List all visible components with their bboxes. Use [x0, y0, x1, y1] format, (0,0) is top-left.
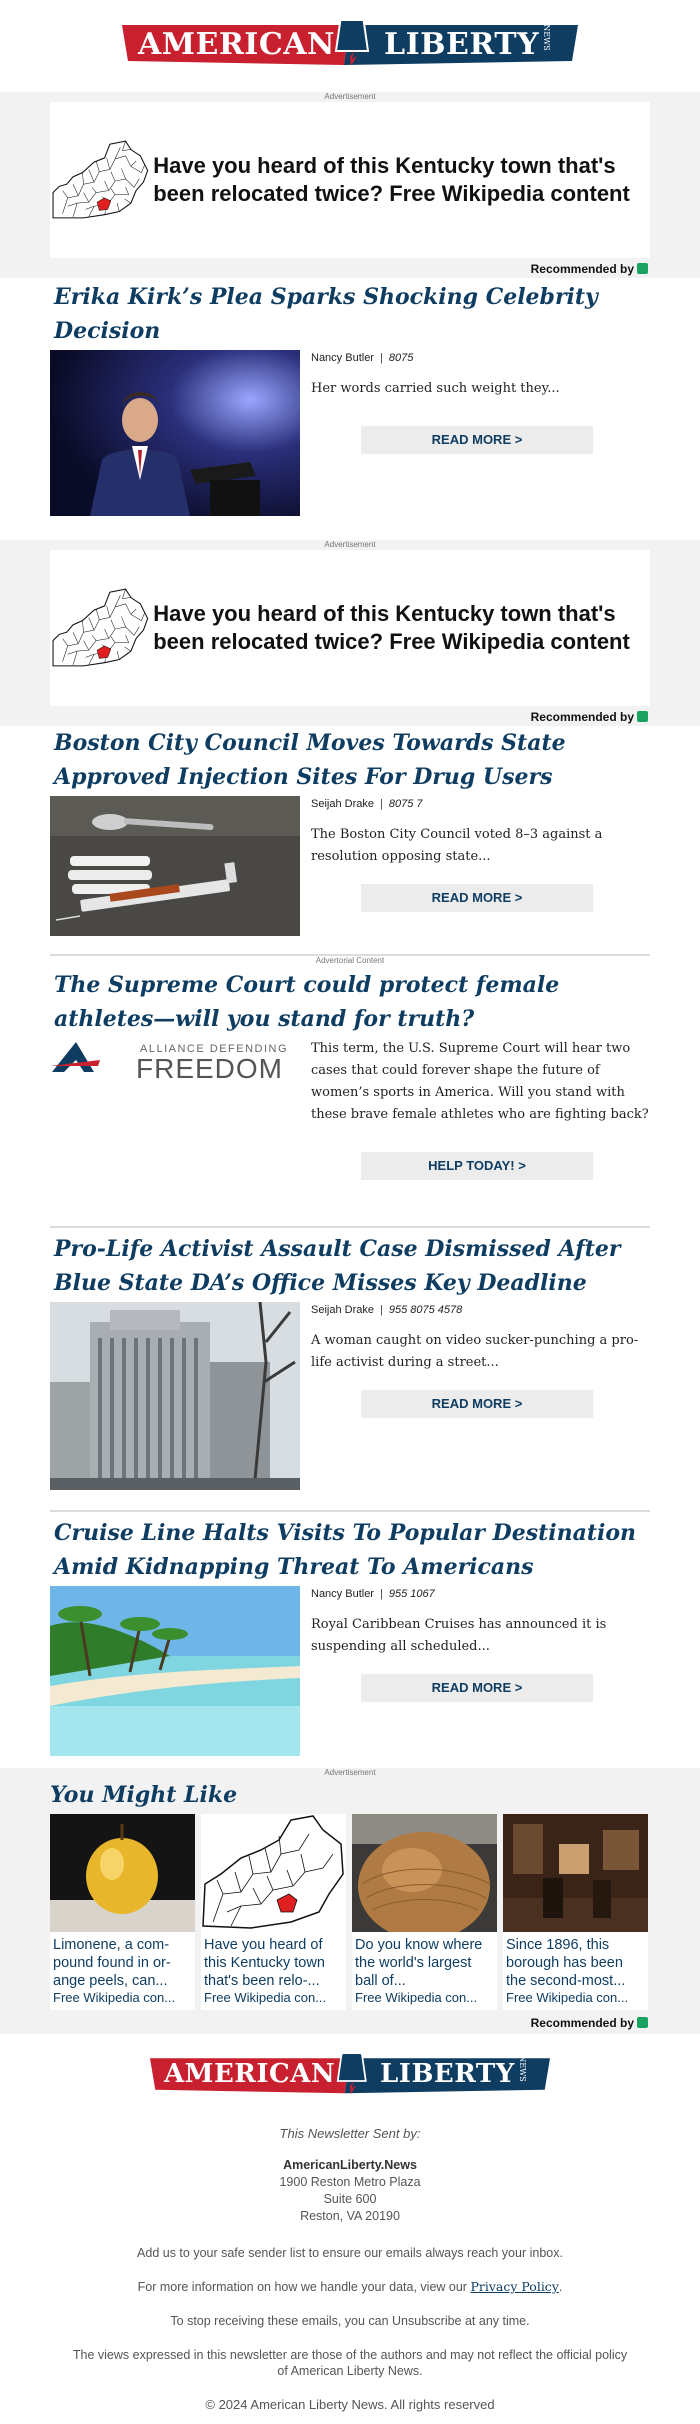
recommendation-badge-icon [637, 2017, 648, 2028]
article-number: 955 8075 4578 [388, 1304, 463, 1316]
article-author: Seijah Drake [311, 798, 374, 810]
article-title[interactable]: Cruise Line Halts Visits To Popular Destination Amid Kidnapping Threat To Americans [54, 1520, 637, 1580]
recommended-by-label: Recommended by [530, 2016, 634, 2030]
article-number: 8075 [388, 352, 414, 364]
recommendation-image-borough [503, 1814, 648, 1932]
recommendation-image-kentucky-map [201, 1814, 346, 1932]
ad-block [0, 540, 700, 726]
logo-text-american: AMERICAN [164, 2059, 336, 2089]
adf-logo-bottom-text: FREEDOM [136, 1053, 283, 1084]
ad-label: Advertisement [324, 540, 376, 549]
adf-logo[interactable] [50, 1038, 300, 1088]
ad-headline[interactable]: Have you heard of this Kentucky town that's been relocated twice? Free Wikipedia content [153, 601, 630, 654]
recommendation-source: Free Wikipedia con... [355, 1990, 478, 2005]
footer [0, 2034, 700, 2413]
article-image-drugs[interactable] [50, 796, 300, 936]
logo-text-news: NEWS [542, 24, 552, 51]
recommendation-text: Do you know where the world's largest ball of... [355, 1937, 483, 1989]
you-might-like-title: You Might Like [50, 1782, 238, 1808]
company-address [0, 2157, 700, 2225]
article-meta: Nancy Butler | 955 1067 [311, 1588, 435, 1600]
ad-label: Advertisement [324, 92, 376, 101]
recommendation-card[interactable] [352, 1814, 497, 2010]
kentucky-map-image [52, 552, 149, 704]
american-liberty-logo-footer[interactable] [150, 2048, 550, 2102]
recommendation-card[interactable] [50, 1814, 195, 2010]
article-author: Seijah Drake [311, 1304, 374, 1316]
recommendation-text: Since 1896, this borough has been the second-most... [506, 1937, 626, 1989]
kentucky-map-image [52, 104, 149, 256]
american-liberty-logo[interactable] [122, 15, 578, 77]
article-card [0, 278, 700, 526]
you-might-like-section [0, 1768, 700, 2034]
article-title[interactable]: Boston City Council Moves Towards State Approved Injection Sites For Drug Users [54, 730, 566, 790]
article-description: This term, the U.S. Supreme Court will hear two cases that could forever shape the future of women’s sports in America. Will you stand with these brave female athletes who are fighting back? [311, 1041, 649, 1122]
recommended-by[interactable] [0, 2010, 700, 2030]
article-description: A woman caught on video sucker-punching a pro-life activist during a street... [311, 1333, 639, 1370]
ad-card[interactable] [50, 102, 650, 258]
article-title[interactable]: Pro-Life Activist Assault Case Dismissed After Blue State DA’s Office Misses Key Deadline [54, 1236, 621, 1296]
article-card [0, 1228, 700, 1510]
recommendation-badge-icon [637, 263, 648, 274]
privacy-note [0, 2279, 700, 2295]
copyright-note: © 2024 American Liberty News. All rights reserved [205, 2397, 495, 2412]
recommendation-source: Free Wikipedia con... [506, 1990, 629, 2005]
logo-text-liberty: LIBERTY [384, 27, 539, 62]
article-card [0, 1512, 700, 1768]
article-author: Nancy Butler [311, 1588, 374, 1600]
recommended-by-label: Recommended by [530, 710, 634, 724]
article-meta: Seijah Drake | 955 8075 4578 [311, 1304, 463, 1316]
address-line-3: Reston, VA 20190 [300, 2209, 400, 2223]
article-meta: Nancy Butler | 8075 [311, 352, 414, 364]
address-line-2: Suite 600 [323, 2192, 377, 2206]
article-number: 955 1067 [388, 1588, 435, 1600]
logo-text-news: NEWS [518, 2055, 528, 2082]
sent-by-label: This Newsletter Sent by: [279, 2126, 421, 2141]
article-image-building[interactable] [50, 1302, 300, 1490]
read-more-button[interactable]: READ MORE > [361, 884, 593, 912]
recommended-by[interactable] [0, 706, 700, 726]
read-more-button[interactable]: READ MORE > [361, 1390, 593, 1418]
article-number: 8075 7 [388, 798, 423, 810]
article-description: The Boston City Council voted 8–3 against a resolution opposing state... [311, 827, 603, 864]
privacy-policy-link[interactable]: Privacy Policy [470, 2279, 559, 2294]
safe-sender-note: Add us to your safe sender list to ensure our emails always reach your inbox. [137, 2246, 563, 2260]
article-description: Her words carried such weight they... [311, 381, 560, 396]
article-description: Royal Caribbean Cruises has announced it is suspending all scheduled... [311, 1617, 607, 1654]
recommendation-badge-icon [637, 711, 648, 722]
advertorial-label: Advertorial Content [315, 956, 385, 965]
article-card [0, 726, 700, 954]
ad-card[interactable] [50, 550, 650, 706]
header [0, 0, 700, 92]
logo-text-american: AMERICAN [138, 27, 335, 62]
article-meta: Seijah Drake | 8075 7 [311, 798, 423, 810]
recommendation-source: Free Wikipedia con... [53, 1990, 176, 2005]
recommendation-image-limonene [50, 1814, 195, 1932]
article-title[interactable]: Erika Kirk’s Plea Sparks Shocking Celebrity Decision [54, 284, 598, 344]
logo-text-liberty: LIBERTY [380, 2059, 515, 2089]
disclaimer-note: The views expressed in this newsletter are those of the authors and may not reflect the official policy of American Liberty News. [72, 2348, 628, 2378]
advertorial-card [0, 956, 700, 1226]
address-line-1: 1900 Reston Metro Plaza [279, 2175, 421, 2189]
recommendation-source: Free Wikipedia con... [204, 1990, 327, 2005]
recommended-by[interactable] [0, 258, 700, 278]
read-more-button[interactable]: READ MORE > [361, 426, 593, 454]
privacy-prefix: For more information on how we handle your data, view our [137, 2280, 467, 2294]
unsubscribe-note[interactable]: To stop receiving these emails, you can Unsubscribe at any time. [170, 2314, 530, 2328]
privacy-suffix: . [558, 2280, 563, 2294]
ad-block [0, 92, 700, 278]
recommendation-card[interactable] [201, 1814, 346, 2010]
company-name: AmericanLiberty.News [283, 2158, 417, 2172]
adf-logo-top-text: ALLIANCE DEFENDING [140, 1043, 289, 1055]
article-author: Nancy Butler [311, 352, 374, 364]
help-today-button[interactable]: HELP TODAY! > [361, 1152, 593, 1180]
ad-label: Advertisement [324, 1768, 376, 1777]
read-more-button[interactable]: READ MORE > [361, 1674, 593, 1702]
article-image-speaker[interactable] [50, 350, 300, 516]
recommendation-text: Limonene, a com-pound found in or-ange peels, can... [53, 1937, 171, 1989]
recommendation-text: Have you heard of this Kentucky town that's been relo-... [204, 1937, 325, 1989]
article-title[interactable]: The Supreme Court could protect female athletes—will you stand for truth? [54, 972, 560, 1032]
article-image-beach[interactable] [50, 1586, 300, 1756]
recommendation-image-ball-of-twine [352, 1814, 497, 1932]
recommended-by-label: Recommended by [530, 262, 634, 276]
recommendation-card[interactable] [503, 1814, 648, 2010]
ad-headline[interactable]: Have you heard of this Kentucky town that's been relocated twice? Free Wikipedia content [153, 153, 630, 206]
